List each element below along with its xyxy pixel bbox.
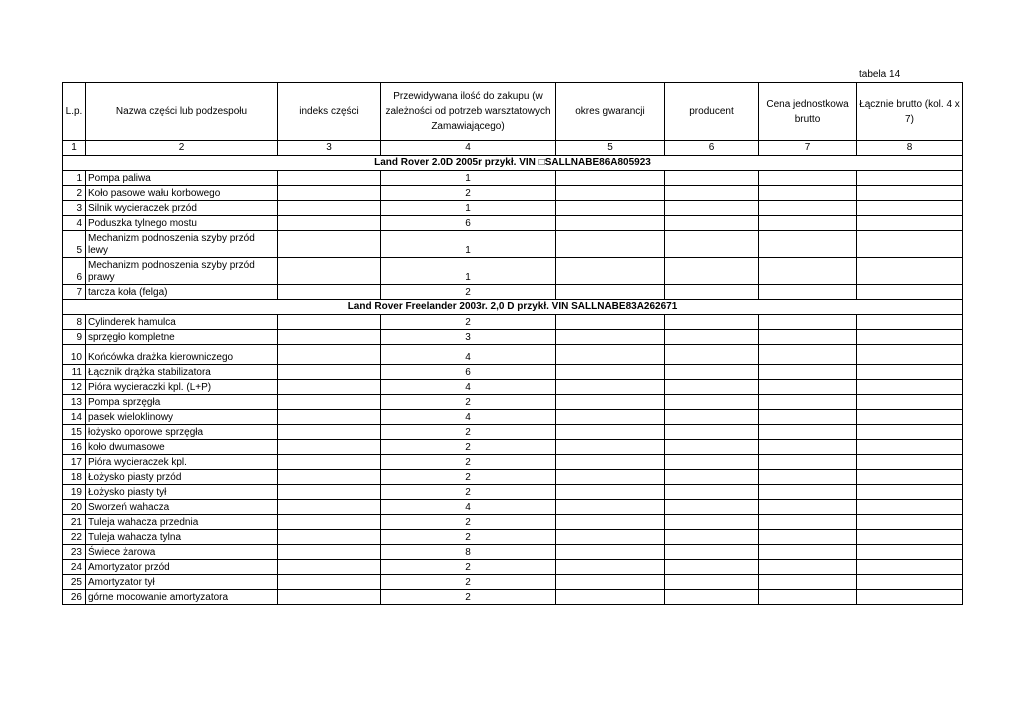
table-row (63, 455, 963, 470)
part-index-cell[interactable] (278, 455, 381, 470)
total-cell[interactable] (857, 560, 963, 575)
part-name: Końcówka drażka kierowniczego (86, 345, 278, 365)
part-name: Cylinderek hamulca (86, 315, 278, 330)
row-number: 19 (63, 485, 86, 500)
total-cell[interactable] (857, 330, 963, 345)
unit-price-cell[interactable] (759, 410, 857, 425)
table-row (63, 425, 963, 440)
warranty-cell[interactable] (556, 258, 665, 285)
table-row (63, 285, 963, 300)
row-number: 1 (63, 171, 86, 186)
table-row (63, 380, 963, 395)
producer-cell[interactable] (665, 545, 759, 560)
part-index-cell[interactable] (278, 545, 381, 560)
part-index-cell[interactable] (278, 231, 381, 258)
producer-cell[interactable] (665, 285, 759, 300)
total-cell[interactable] (857, 455, 963, 470)
table-row (63, 545, 963, 560)
producer-cell[interactable] (665, 455, 759, 470)
column-number: 2 (86, 141, 278, 156)
total-cell[interactable] (857, 171, 963, 186)
column-number: 7 (759, 141, 857, 156)
warranty-cell[interactable] (556, 186, 665, 201)
part-name: Poduszka tylnego mostu (86, 216, 278, 231)
part-name: sprzęgło kompletne (86, 330, 278, 345)
quantity-cell: 2 (381, 560, 556, 575)
part-name: Świece żarowa (86, 545, 278, 560)
part-index-cell[interactable] (278, 470, 381, 485)
producer-cell[interactable] (665, 345, 759, 365)
section-title: Land Rover 2.0D 2005r przykł. VIN □SALLNABE86A805923 (63, 156, 963, 171)
unit-price-cell[interactable] (759, 575, 857, 590)
table-row (63, 485, 963, 500)
warranty-cell[interactable] (556, 231, 665, 258)
header-producer: producent (665, 83, 759, 141)
column-number-row (63, 141, 963, 156)
part-name: Tuleja wahacza tylna (86, 530, 278, 545)
part-index-cell[interactable] (278, 515, 381, 530)
part-name: Tuleja wahacza przednia (86, 515, 278, 530)
part-name: tarcza koła (felga) (86, 285, 278, 300)
quantity-cell: 1 (381, 201, 556, 216)
quantity-cell: 2 (381, 470, 556, 485)
warranty-cell[interactable] (556, 330, 665, 345)
total-cell[interactable] (857, 440, 963, 455)
table-row (63, 470, 963, 485)
part-index-cell[interactable] (278, 590, 381, 605)
table-row (63, 258, 963, 285)
part-name: Pióra wycieraczki kpl. (L+P) (86, 380, 278, 395)
unit-price-cell[interactable] (759, 500, 857, 515)
quantity-cell: 6 (381, 365, 556, 380)
quantity-cell: 4 (381, 380, 556, 395)
header-unit-price: Cena jednostkowa brutto (759, 83, 857, 141)
producer-cell[interactable] (665, 560, 759, 575)
warranty-cell[interactable] (556, 216, 665, 231)
warranty-cell[interactable] (556, 485, 665, 500)
header-row (63, 83, 963, 141)
producer-cell[interactable] (665, 186, 759, 201)
table-row (63, 201, 963, 216)
table-row (63, 216, 963, 231)
unit-price-cell[interactable] (759, 201, 857, 216)
unit-price-cell[interactable] (759, 345, 857, 365)
warranty-cell[interactable] (556, 285, 665, 300)
header-part-name: Nazwa części lub podzespołu (86, 83, 278, 141)
quantity-cell: 2 (381, 515, 556, 530)
row-number: 6 (63, 258, 86, 285)
unit-price-cell[interactable] (759, 395, 857, 410)
part-name: Amortyzator przód (86, 560, 278, 575)
warranty-cell[interactable] (556, 500, 665, 515)
total-cell[interactable] (857, 186, 963, 201)
producer-cell[interactable] (665, 171, 759, 186)
row-number: 14 (63, 410, 86, 425)
warranty-cell[interactable] (556, 560, 665, 575)
quantity-cell: 2 (381, 590, 556, 605)
unit-price-cell[interactable] (759, 186, 857, 201)
total-cell[interactable] (857, 216, 963, 231)
row-number: 24 (63, 560, 86, 575)
producer-cell[interactable] (665, 575, 759, 590)
part-index-cell[interactable] (278, 345, 381, 365)
total-cell[interactable] (857, 530, 963, 545)
table-row (63, 186, 963, 201)
total-cell[interactable] (857, 470, 963, 485)
warranty-cell[interactable] (556, 515, 665, 530)
quantity-cell: 1 (381, 258, 556, 285)
part-index-cell[interactable] (278, 330, 381, 345)
section-row (63, 300, 963, 315)
table-row (63, 440, 963, 455)
total-cell[interactable] (857, 201, 963, 216)
table-label: tabela 14 (859, 69, 901, 80)
quantity-cell: 3 (381, 330, 556, 345)
section-title: Land Rover Freelander 2003r. 2,0 D przykł. VIN SALLNABE83A262671 (63, 300, 963, 315)
column-number: 6 (665, 141, 759, 156)
row-number: 20 (63, 500, 86, 515)
part-name: Pompa sprzęgła (86, 395, 278, 410)
total-cell[interactable] (857, 345, 963, 365)
unit-price-cell[interactable] (759, 545, 857, 560)
total-cell[interactable] (857, 258, 963, 285)
column-number: 5 (556, 141, 665, 156)
part-name: Łożysko piasty tył (86, 485, 278, 500)
section-row (63, 156, 963, 171)
column-number: 8 (857, 141, 963, 156)
producer-cell[interactable] (665, 380, 759, 395)
unit-price-cell[interactable] (759, 285, 857, 300)
total-cell[interactable] (857, 575, 963, 590)
warranty-cell[interactable] (556, 365, 665, 380)
total-cell[interactable] (857, 545, 963, 560)
parts-table (62, 82, 963, 605)
unit-price-cell[interactable] (759, 330, 857, 345)
row-number: 3 (63, 201, 86, 216)
part-name: koło dwumasowe (86, 440, 278, 455)
warranty-cell[interactable] (556, 201, 665, 216)
warranty-cell[interactable] (556, 440, 665, 455)
row-number: 22 (63, 530, 86, 545)
unit-price-cell[interactable] (759, 380, 857, 395)
table-row (63, 515, 963, 530)
column-number: 1 (63, 141, 86, 156)
unit-price-cell[interactable] (759, 425, 857, 440)
header-warranty: okres gwarancji (556, 83, 665, 141)
part-name: Amortyzator tył (86, 575, 278, 590)
quantity-cell: 4 (381, 410, 556, 425)
warranty-cell[interactable] (556, 315, 665, 330)
part-index-cell[interactable] (278, 395, 381, 410)
unit-price-cell[interactable] (759, 455, 857, 470)
row-number: 9 (63, 330, 86, 345)
quantity-cell: 2 (381, 395, 556, 410)
producer-cell[interactable] (665, 500, 759, 515)
table-row (63, 575, 963, 590)
producer-cell[interactable] (665, 515, 759, 530)
header-lp: L.p. (63, 83, 86, 141)
table-row (63, 171, 963, 186)
part-index-cell[interactable] (278, 530, 381, 545)
total-cell[interactable] (857, 365, 963, 380)
table-row (63, 365, 963, 380)
quantity-cell: 1 (381, 171, 556, 186)
part-index-cell[interactable] (278, 285, 381, 300)
part-name: Sworzeń wahacza (86, 500, 278, 515)
part-index-cell[interactable] (278, 258, 381, 285)
producer-cell[interactable] (665, 258, 759, 285)
total-cell[interactable] (857, 231, 963, 258)
quantity-cell: 1 (381, 231, 556, 258)
warranty-cell[interactable] (556, 395, 665, 410)
unit-price-cell[interactable] (759, 258, 857, 285)
unit-price-cell[interactable] (759, 530, 857, 545)
total-cell[interactable] (857, 315, 963, 330)
producer-cell[interactable] (665, 395, 759, 410)
part-name: Silnik wycieraczek przód (86, 201, 278, 216)
warranty-cell[interactable] (556, 171, 665, 186)
table-row (63, 330, 963, 345)
quantity-cell: 2 (381, 485, 556, 500)
part-index-cell[interactable] (278, 315, 381, 330)
warranty-cell[interactable] (556, 345, 665, 365)
part-name: Koło pasowe wału korbowego (86, 186, 278, 201)
producer-cell[interactable] (665, 216, 759, 231)
total-cell[interactable] (857, 500, 963, 515)
unit-price-cell[interactable] (759, 231, 857, 258)
total-cell[interactable] (857, 485, 963, 500)
total-cell[interactable] (857, 380, 963, 395)
table-row (63, 500, 963, 515)
producer-cell[interactable] (665, 365, 759, 380)
total-cell[interactable] (857, 425, 963, 440)
part-index-cell[interactable] (278, 575, 381, 590)
part-index-cell[interactable] (278, 425, 381, 440)
quantity-cell: 4 (381, 345, 556, 365)
quantity-cell: 8 (381, 545, 556, 560)
table-row (63, 590, 963, 605)
warranty-cell[interactable] (556, 590, 665, 605)
row-number: 23 (63, 545, 86, 560)
part-index-cell[interactable] (278, 485, 381, 500)
unit-price-cell[interactable] (759, 590, 857, 605)
table-row (63, 530, 963, 545)
total-cell[interactable] (857, 395, 963, 410)
table-row (63, 345, 963, 365)
header-part-index: indeks części (278, 83, 381, 141)
row-number: 16 (63, 440, 86, 455)
part-name: Łącznik drążka stabilizatora (86, 365, 278, 380)
part-index-cell[interactable] (278, 186, 381, 201)
quantity-cell: 2 (381, 186, 556, 201)
unit-price-cell[interactable] (759, 365, 857, 380)
quantity-cell: 2 (381, 530, 556, 545)
row-number: 12 (63, 380, 86, 395)
table-row (63, 410, 963, 425)
quantity-cell: 2 (381, 425, 556, 440)
header-total: Łącznie brutto (kol. 4 x 7) (857, 83, 963, 141)
row-number: 26 (63, 590, 86, 605)
warranty-cell[interactable] (556, 410, 665, 425)
producer-cell[interactable] (665, 425, 759, 440)
part-name: pasek wieloklinowy (86, 410, 278, 425)
unit-price-cell[interactable] (759, 440, 857, 455)
part-name: górne mocowanie amortyzatora (86, 590, 278, 605)
total-cell[interactable] (857, 590, 963, 605)
part-name: Pióra wycieraczek kpl. (86, 455, 278, 470)
quantity-cell: 2 (381, 285, 556, 300)
part-name: Mechanizm podnoszenia szyby przód lewy (86, 231, 278, 258)
unit-price-cell[interactable] (759, 470, 857, 485)
part-index-cell[interactable] (278, 216, 381, 231)
quantity-cell: 2 (381, 315, 556, 330)
producer-cell[interactable] (665, 440, 759, 455)
table-row (63, 395, 963, 410)
part-index-cell[interactable] (278, 410, 381, 425)
producer-cell[interactable] (665, 231, 759, 258)
row-number: 5 (63, 231, 86, 258)
part-name: Pompa paliwa (86, 171, 278, 186)
producer-cell[interactable] (665, 330, 759, 345)
total-cell[interactable] (857, 410, 963, 425)
part-index-cell[interactable] (278, 440, 381, 455)
unit-price-cell[interactable] (759, 485, 857, 500)
row-number: 10 (63, 345, 86, 365)
quantity-cell: 4 (381, 500, 556, 515)
part-index-cell[interactable] (278, 201, 381, 216)
column-number: 4 (381, 141, 556, 156)
warranty-cell[interactable] (556, 455, 665, 470)
quantity-cell: 2 (381, 575, 556, 590)
warranty-cell[interactable] (556, 575, 665, 590)
unit-price-cell[interactable] (759, 216, 857, 231)
header-quantity: Przewidywana ilość do zakupu (w zależności od potrzeb warsztatowych Zamawiającego) (381, 83, 556, 141)
unit-price-cell[interactable] (759, 171, 857, 186)
table-row (63, 560, 963, 575)
total-cell[interactable] (857, 515, 963, 530)
quantity-cell: 2 (381, 455, 556, 470)
row-number: 4 (63, 216, 86, 231)
part-name: Łożysko piasty przód (86, 470, 278, 485)
part-index-cell[interactable] (278, 560, 381, 575)
part-index-cell[interactable] (278, 365, 381, 380)
row-number: 21 (63, 515, 86, 530)
warranty-cell[interactable] (556, 545, 665, 560)
producer-cell[interactable] (665, 470, 759, 485)
table-row (63, 231, 963, 258)
row-number: 18 (63, 470, 86, 485)
unit-price-cell[interactable] (759, 515, 857, 530)
part-index-cell[interactable] (278, 380, 381, 395)
row-number: 11 (63, 365, 86, 380)
row-number: 17 (63, 455, 86, 470)
table-row (63, 315, 963, 330)
row-number: 2 (63, 186, 86, 201)
producer-cell[interactable] (665, 590, 759, 605)
quantity-cell: 6 (381, 216, 556, 231)
part-name: Mechanizm podnoszenia szyby przód prawy (86, 258, 278, 285)
warranty-cell[interactable] (556, 470, 665, 485)
producer-cell[interactable] (665, 410, 759, 425)
warranty-cell[interactable] (556, 425, 665, 440)
producer-cell[interactable] (665, 315, 759, 330)
part-index-cell[interactable] (278, 500, 381, 515)
part-name: łożysko oporowe sprzęgła (86, 425, 278, 440)
warranty-cell[interactable] (556, 380, 665, 395)
unit-price-cell[interactable] (759, 560, 857, 575)
row-number: 15 (63, 425, 86, 440)
producer-cell[interactable] (665, 485, 759, 500)
row-number: 7 (63, 285, 86, 300)
row-number: 13 (63, 395, 86, 410)
unit-price-cell[interactable] (759, 315, 857, 330)
producer-cell[interactable] (665, 530, 759, 545)
row-number: 25 (63, 575, 86, 590)
part-index-cell[interactable] (278, 171, 381, 186)
total-cell[interactable] (857, 285, 963, 300)
warranty-cell[interactable] (556, 530, 665, 545)
quantity-cell: 2 (381, 440, 556, 455)
producer-cell[interactable] (665, 201, 759, 216)
column-number: 3 (278, 141, 381, 156)
row-number: 8 (63, 315, 86, 330)
